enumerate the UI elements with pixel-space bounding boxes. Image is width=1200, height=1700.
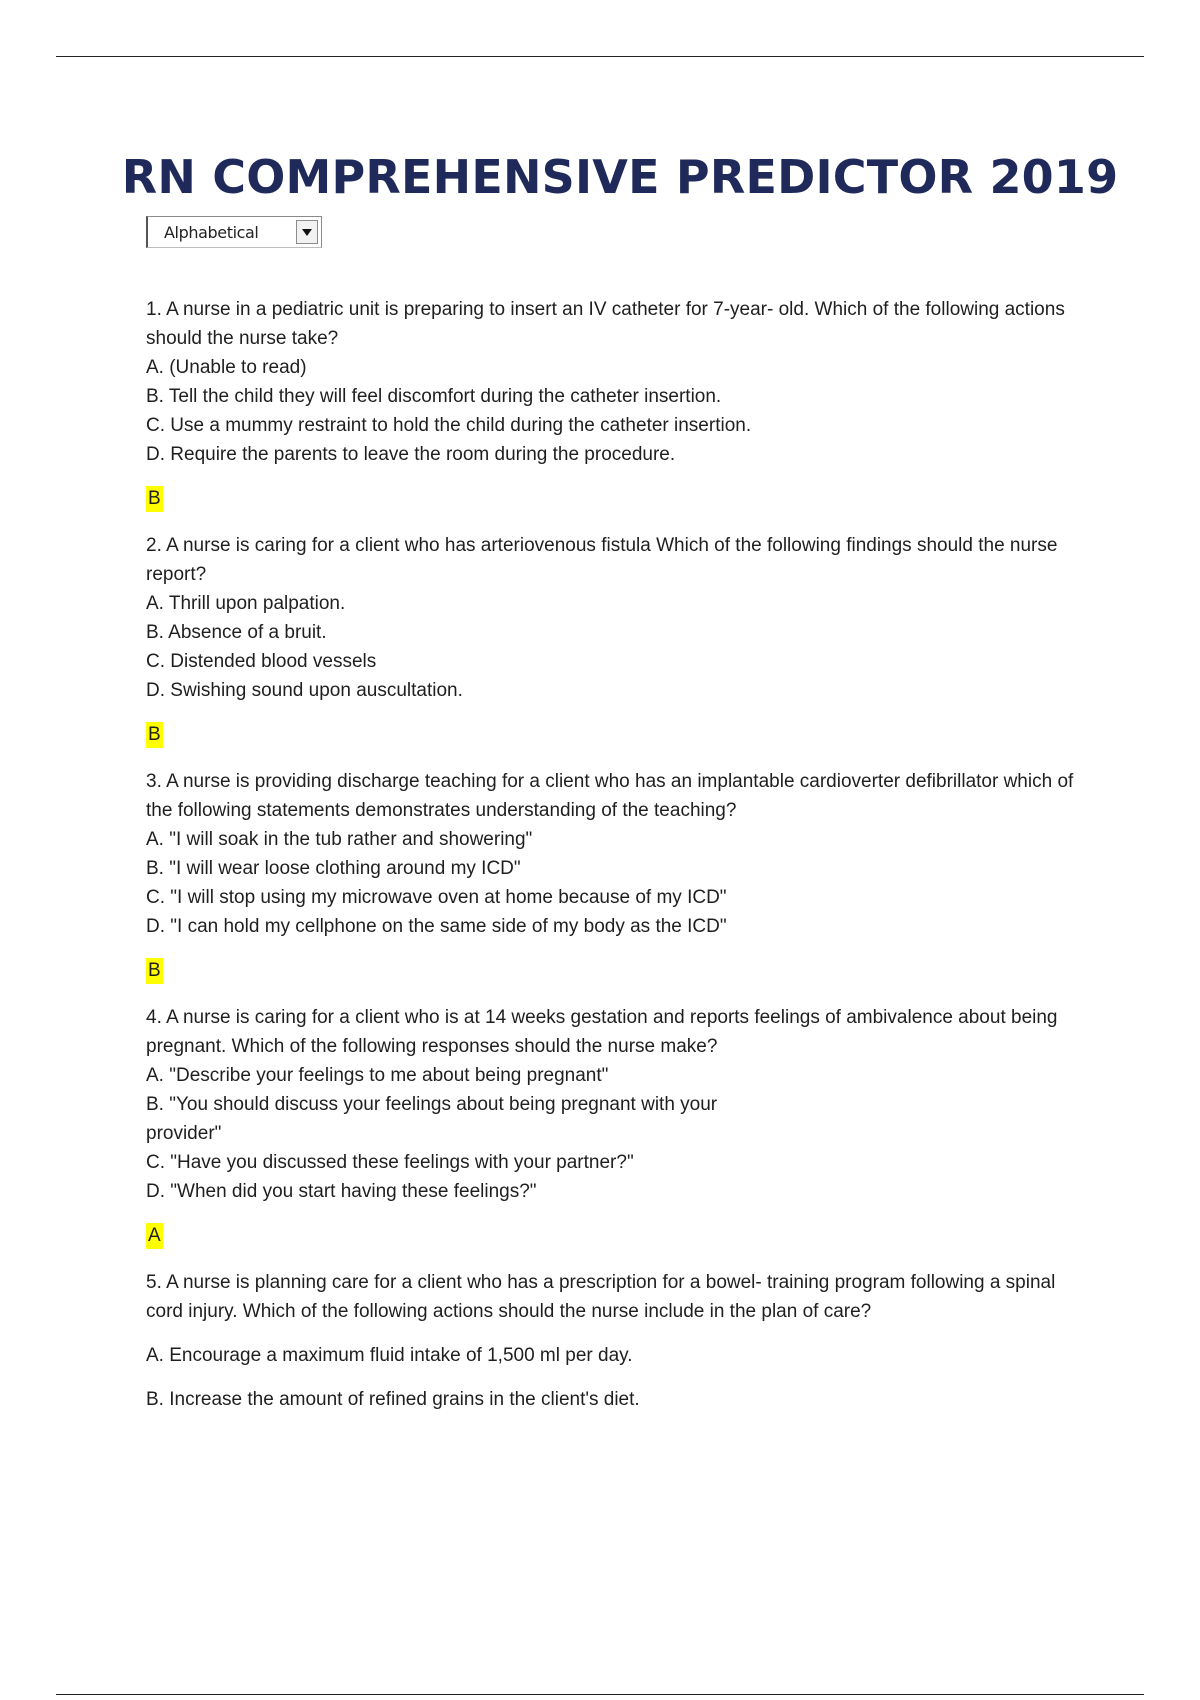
option-a: A. "I will soak in the tub rather and showering" [146,829,533,850]
option-c: C. "Have you discussed these feelings with your partner?" [146,1152,634,1173]
answer-highlight: A [146,1223,163,1249]
option-d: D. Require the parents to leave the room during the procedure. [146,444,676,465]
option-b-continued: provider" [146,1123,222,1144]
option-c: C. "I will stop using my microwave oven at home because of my ICD" [146,887,727,908]
sort-order-value: Alphabetical [164,222,259,242]
question-text: 5. A nurse is planning care for a client who has a prescription for a bowel- training program following a spinal cord injury. Which of the following actions should the nurse include in the plan of care? [146,1272,1056,1322]
option-a: A. (Unable to read) [146,357,307,378]
answer-highlight: B [146,958,163,984]
sort-order-select[interactable] [146,216,322,248]
bottom-rule [56,1694,1144,1695]
option-b: B. Absence of a bruit. [146,622,327,643]
option-c: C. Distended blood vessels [146,651,377,672]
question-1 [146,295,1086,514]
option-a: A. Thrill upon palpation. [146,593,346,614]
option-c: C. Use a mummy restraint to hold the child during the catheter insertion. [146,415,752,436]
option-b: B. Tell the child they will feel discomfort during the catheter insertion. [146,386,722,407]
question-text: 4. A nurse is caring for a client who is at 14 weeks gestation and reports feelings of ambivalence about being pregnant. Which of the following responses should the nurse make? [146,1007,1058,1057]
option-b: B. "I will wear loose clothing around my ICD" [146,858,521,879]
option-b: B. Increase the amount of refined grains in the client's diet. [146,1389,640,1410]
dropdown-arrow-button[interactable] [296,220,318,244]
question-5 [146,1268,1086,1414]
option-d: D. "When did you start having these feelings?" [146,1181,537,1202]
option-b: B. "You should discuss your feelings about being pregnant with your [146,1094,718,1115]
question-2 [146,531,1086,750]
top-rule [56,56,1144,57]
question-text: 2. A nurse is caring for a client who has arteriovenous fistula Which of the following findings should the nurse report? [146,535,1058,585]
option-d: D. Swishing sound upon auscultation. [146,680,463,701]
question-list [146,295,1086,1414]
option-d: D. "I can hold my cellphone on the same side of my body as the ICD" [146,916,727,937]
question-4 [146,1003,1086,1251]
option-a: A. Encourage a maximum fluid intake of 1,500 ml per day. [146,1345,633,1366]
question-3 [146,767,1086,986]
chevron-down-icon [302,229,312,236]
question-text: 1. A nurse in a pediatric unit is preparing to insert an IV catheter for 7-year- old. Which of the following actions should the nurse take? [146,299,1065,349]
answer-highlight: B [146,486,163,512]
option-a: A. "Describe your feelings to me about being pregnant" [146,1065,609,1086]
page-title: RN COMPREHENSIVE PREDICTOR 2019 [121,150,1119,204]
question-text: 3. A nurse is providing discharge teaching for a client who has an implantable cardioverter defibrillator which of the following statements demonstrates understanding of the teaching? [146,771,1074,821]
answer-highlight: B [146,722,163,748]
